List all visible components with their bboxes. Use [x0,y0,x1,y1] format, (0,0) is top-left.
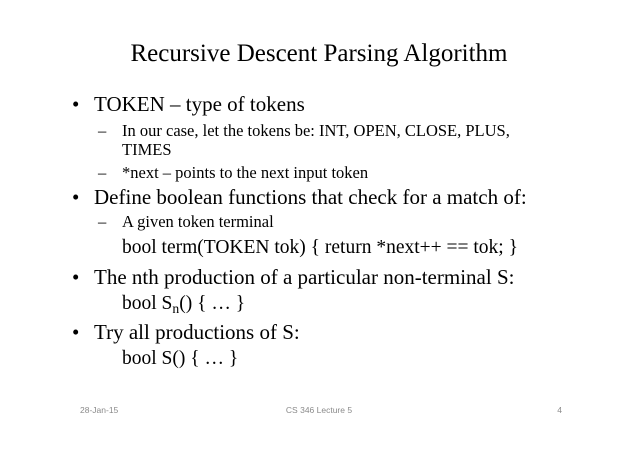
bullet-marker: • [72,185,80,209]
dash-marker: – [98,212,107,231]
code-s: bool S() { … } [122,348,239,369]
bullet-text: TOKEN – type of tokens [94,92,305,116]
subitem-text: *next – points to the next input token [122,163,369,182]
bullet-marker: • [72,92,80,116]
bullet-marker: • [72,320,80,344]
subitem-text-line2: TIMES [122,140,172,159]
code-sn-post: () { … } [179,293,246,314]
bullet-text: The nth production of a particular non-terminal S: [94,265,515,289]
footer-page-number: 4 [557,405,562,415]
bullet-text: Define boolean functions that check for a match of: [94,185,527,209]
subitem-text: A given token terminal [122,212,274,231]
subitem-token-list-cont [122,140,172,160]
code-sn-subscript: n [172,301,180,316]
dash-marker: – [98,163,107,182]
bullet-text: Try all productions of S: [94,320,300,344]
code-sn [122,292,245,316]
slide-title: Recursive Descent Parsing Algorithm [130,40,508,67]
footer-date: 28-Jan-15 [80,405,119,415]
code-sn-pre: bool S [122,293,173,314]
subitem-text-line1: In our case, let the tokens be: INT, OPEN, CLOSE, PLUS, [122,121,510,140]
bullet-marker: • [72,265,80,289]
dash-marker: – [98,121,107,140]
footer-course: CS 346 Lecture 5 [285,405,353,415]
code-term: bool term(TOKEN tok) { return *next++ == tok; } [122,237,518,258]
